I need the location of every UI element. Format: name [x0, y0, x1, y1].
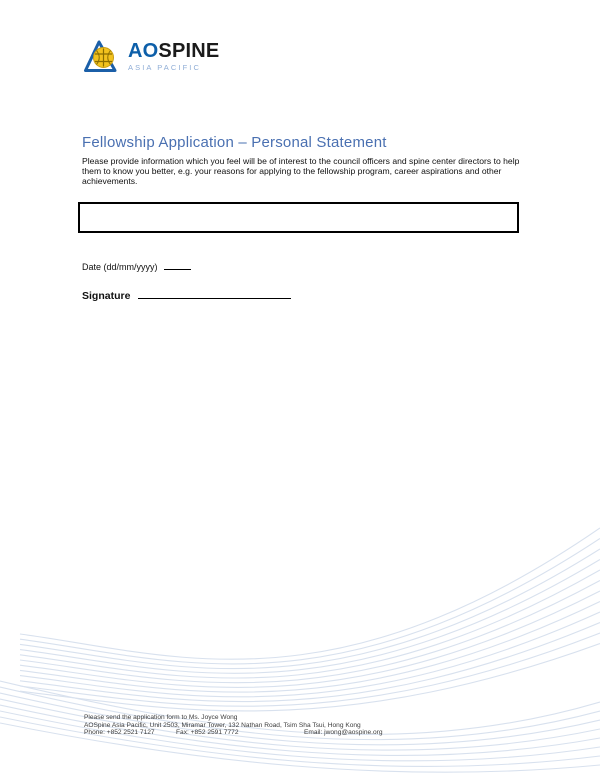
ao-triangle-globe-logo-icon: [82, 38, 120, 74]
page-title: Fellowship Application – Personal Statement: [82, 134, 387, 151]
aospine-logo: [82, 38, 219, 74]
footer-contacts-line: [84, 729, 524, 737]
signature-fill-line[interactable]: [138, 289, 291, 299]
date-row: [82, 262, 191, 272]
logo-text: [128, 41, 219, 72]
brand-name: [128, 41, 219, 61]
footer-recipient-line: Please send the application form to Ms. Joyce Wong: [84, 714, 238, 721]
personal-statement-input-box[interactable]: [78, 202, 519, 233]
signature-row: [82, 289, 291, 302]
date-fill-line[interactable]: [164, 262, 191, 270]
brand-ao: AO: [128, 40, 159, 62]
instructions-text: Please provide information which you feel will be of interest to the council officers and spine center directors to help them to know you better, e.g. your reasons for applying to the fellowship program, career aspirations and other achievements.: [82, 156, 520, 186]
footer-phone: Phone: +852 2521 7127: [84, 729, 155, 737]
brand-region-label: ASIA PACIFIC: [128, 63, 201, 72]
footer: [84, 714, 524, 737]
footer-email: Email: jwong@aospine.org: [304, 729, 383, 737]
footer-fax: Fax: +852 2591 7772: [176, 729, 239, 737]
signature-label: Signature: [82, 290, 131, 302]
footer-address-line: AOSpine Asia Pacific, Unit 2503, Miramar Tower, 132 Nathan Road, Tsim Sha Tsui, Hong Kong: [84, 721, 361, 729]
date-label: Date (dd/mm/yyyy): [82, 262, 158, 272]
brand-spine: SPINE: [158, 40, 220, 62]
